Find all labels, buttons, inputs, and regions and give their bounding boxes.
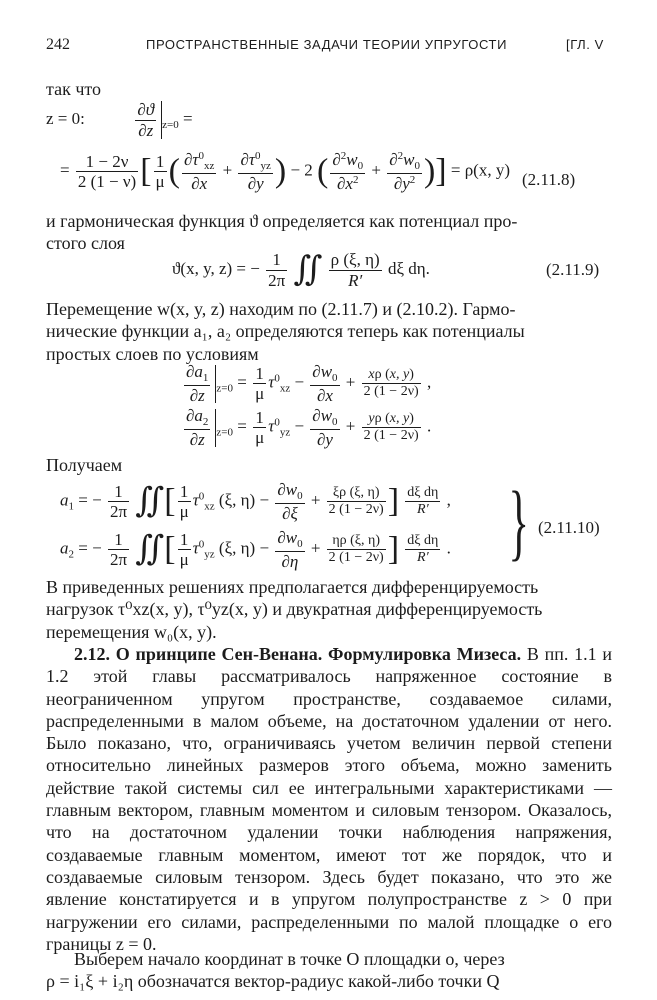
running-title: ПРОСТРАНСТВЕННЫЕ ЗАДАЧИ ТЕОРИИ УПРУГОСТИ xyxy=(146,37,508,52)
paragraph-tak-chto: так что xyxy=(46,79,102,99)
section-body: В пп. 1.1 и 1.2 этой главы рассматривалось напряженное состояние в неограниченном упругом пространстве, создаваемое силами, распределенными в малом объеме, на достаточном удалении от него. Было показано, что, ограничиваясь учетом величин первой степени относительно линейных размеров этого объема, можно заменить действие такой системы сил ее интегральными характеристиками — главным вектором, главным моментом и силовым тензором. Оказалось, что на достаточном удалении точки наблюдения напряжения, создаваемые главным моментом, имеют тот же порядок, что и создаваемые силовым тензором. Здесь будет показано, что это же явление констатируется и в упругом полупространстве z > 0 при нагружении его силами, распределенными по малой площадке o его границы z = 0. xyxy=(46,644,613,954)
paragraph-last: Выберем начало координат в точке O площадки o, через ρ = i₁ξ + i₂η обозначатся вектор-радиус какой-либо точки Q xyxy=(46,949,505,992)
equation-2-11-8-head: z = 0: $\frac{\partial ϑ}{\partial z}$ $_{z=0}$ = xyxy=(46,100,193,140)
equation-2-11-10-a2: $a_2$ = − $\frac{1}{2\pi}$ ∬[ $\frac{1}{\mu}$ $\tau^0_{yz}$ (ξ, η) − $\frac{\partial w_0}{\partial\eta}$ + $\frac{\eta\rho (\xi, \eta)}{2 (1 - 2\nu)}$ ] $\frac{\text{dξ dη}}{R'}$ . xyxy=(60,528,451,571)
equation-number-2-11-8: (2.11.8) xyxy=(522,170,576,189)
equation-number-2-11-10: (2.11.10) xyxy=(538,518,600,537)
section-2-12 xyxy=(46,643,612,955)
eq-2-11-9-lhs: ϑ(x, y, z) = − xyxy=(172,258,260,278)
section-number: 2.12. xyxy=(74,644,110,664)
eq-2-11-8-rhs: = ρ(x, y) xyxy=(450,160,511,180)
section-title: О принципе Сен-Венана. Формулировка Мизеса. xyxy=(115,644,522,664)
equation-number-2-11-9: (2.11.9) xyxy=(546,260,600,279)
chapter-label: [ГЛ. V xyxy=(566,37,604,52)
paragraph-assumptions: В приведенных решениях предполагается дифференцируемость нагрузок τ⁰xz(x, y), τ⁰yz(x, y) и двукратная дифференцируемость перемещения w₀(x, y). xyxy=(46,577,543,642)
eq-condition: z = 0: xyxy=(46,108,85,128)
equation-2-11-10-a1: $a_1$ = − $\frac{1}{2\pi}$ ∬[ $\frac{1}{\mu}$ $\tau^0_{xz}$ (ξ, η) − $\frac{\partial w_0}{\partial\xi}$ + $\frac{\xi\rho (\xi, \eta)}{2 (1 - 2\nu)}$ ] $\frac{\text{dξ dη}}{R'}$ , xyxy=(60,480,451,523)
right-brace: } xyxy=(508,473,529,569)
eq-2-11-9-tail: dξ dη. xyxy=(387,258,430,278)
condition-a2: $\frac{\partial a_2}{\partial z}$ $_{z=0}$ = $\frac{1}{\mu}$ $\tau^0_{yz}$ − $\frac{\partial w_0}{\partial y}$ + $\frac{y\rho (x, y)}{2 (1 - 2\nu)}$ . xyxy=(186,406,432,449)
condition-a1: $\frac{\partial a_1}{\partial z}$ $_{z=0}$ = $\frac{1}{\mu}$ $\tau^0_{xz}$ − $\frac{\partial w_0}{\partial x}$ + $\frac{x\rho (x, y)}{2 (1 - 2\nu)}$ , xyxy=(186,362,432,405)
paragraph-displacement: Перемещение w(x, y, z) находим по (2.11.7) и (2.10.2). Гармо- нические функции a₁, a₂ определяются теперь как потенциалы простых слоев по условиям xyxy=(46,299,525,364)
paragraph-harmonic: и гармоническая функция ϑ определяется как потенциал про- стого слоя xyxy=(46,211,518,254)
page-header xyxy=(0,36,657,56)
equation-2-11-8-body: = $\frac{1 - 2\nu}{2 (1 - \nu)}$ [ $\frac{1}{\mu}$ ( $\frac{\partial\tau^0_{xz}}{\partial x}$ + $\frac{\partial\tau^0_{yz}}{\partial y}$ ) − 2 ( $\frac{\partial^2w_0}{\partial x^2}$ + $\frac{\partial^2w_0}{\partial y^2}$ )] = ρ(x, y) xyxy=(60,150,511,193)
equation-2-11-9: ϑ(x, y, z) = − $\frac{1}{2\pi}$ ∬ $\frac{\rho (\xi, \eta)}{R'}$ dξ dη. xyxy=(172,250,430,290)
paragraph-poluchaem: Получаем xyxy=(46,455,123,475)
page-number: 242 xyxy=(46,36,70,53)
